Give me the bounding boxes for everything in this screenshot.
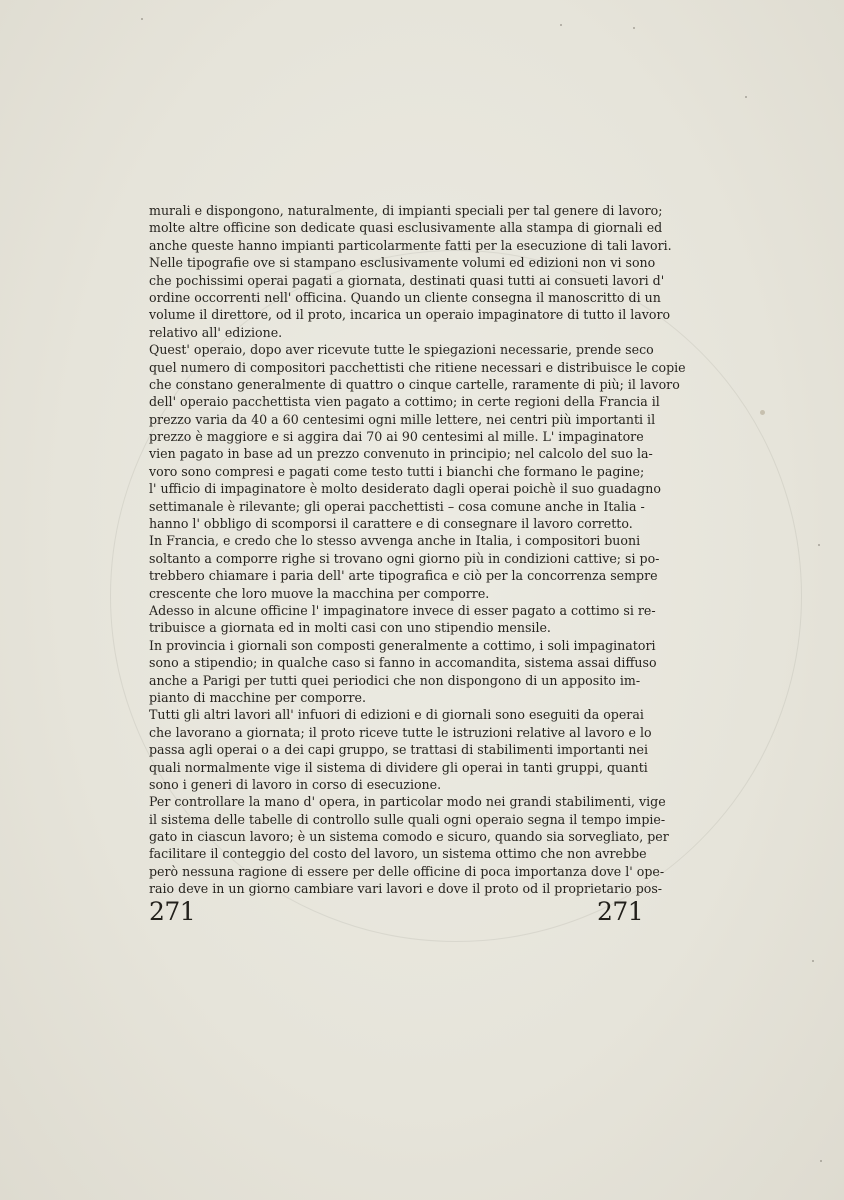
text-line: molte altre officine son dedicate quasi esclusivamente alla stampa di giornali ed (149, 220, 663, 236)
text-line: facilitare il conteggio del costo del lavoro, un sistema ottimo che non avrebbe (149, 846, 647, 862)
dust-speck (812, 960, 814, 962)
text-line: pianto di macchine per comporre. (149, 689, 366, 705)
text-line: trebbero chiamare i paria dell' arte tipografica e ciò per la concorrenza sempre (149, 568, 658, 584)
text-line: che constano generalmente di quattro o cinque cartelle, raramente di più; il lavoro (149, 376, 680, 392)
text-line: In provincia i giornali son composti generalmente a cottimo, i soli impaginatori (149, 637, 656, 653)
text-line: gato in ciascun lavoro; è un sistema comodo e sicuro, quando sia sorvegliato, per (149, 829, 669, 845)
text-line: quali normalmente vige il sistema di dividere gli operai in tanti gruppi, quanti (149, 759, 648, 775)
text-line: il sistema delle tabelle di controllo sulle quali ogni operaio segna il tempo impie- (149, 811, 666, 827)
text-line: anche queste hanno impianti particolarmente fatti per la esecuzione di tali lavori. (149, 237, 672, 253)
dust-speck (820, 1160, 822, 1162)
paragraph-3 (149, 341, 686, 532)
text-line: In Francia, e credo che lo stesso avvenga anche in Italia, i compositori buoni (149, 533, 641, 549)
body-text (149, 202, 686, 898)
dust-speck (560, 24, 562, 26)
text-line: anche a Parigi per tutti quei periodici che non dispongono di un apposito im- (149, 672, 641, 688)
text-line: crescente che loro muove la macchina per comporre. (149, 585, 490, 601)
paragraph-5 (149, 602, 656, 637)
text-line: settimanale è rilevante; gli operai pacchettisti – cosa comune anche in Italia - (149, 498, 645, 514)
text-line: Adesso in alcune officine l' impaginatore invece di esser pagato a cottimo si re- (149, 602, 656, 618)
text-line: ordine occorrenti nell' officina. Quando un cliente consegna il manoscritto di un (149, 289, 661, 305)
text-line: prezzo varia da 40 a 60 centesimi ogni mille lettere, nei centri più importanti il (149, 411, 656, 427)
text-line: Tutti gli altri lavori all' infuori di edizioni e di giornali sono eseguiti da operai (149, 707, 644, 723)
text-line: volume il direttore, od il proto, incarica un operaio impaginatore di tutto il lavoro (149, 307, 671, 323)
page-number-right: 271 (597, 897, 644, 926)
text-line: che lavorano a giornata; il proto riceve tutte le istruzioni relative al lavoro e lo (149, 724, 652, 740)
text-line: relativo all' edizione. (149, 324, 283, 340)
paragraph-4 (149, 532, 660, 602)
text-line: però nessuna ragione di essere per delle officine di poca importanza dove l' ope- (149, 863, 665, 879)
text-line: hanno l' obbligo di scomporsi il carattere e di consegnare il lavoro corretto. (149, 516, 633, 532)
dust-speck (745, 96, 747, 98)
dust-speck (818, 544, 820, 546)
text-line: Per controllare la mano d' opera, in particolar modo nei grandi stabilimenti, vige (149, 794, 666, 810)
text-line: dell' operaio pacchettista vien pagato a cottimo; in certe regioni della Francia il (149, 394, 660, 410)
paragraph-6 (149, 637, 657, 707)
text-line: l' ufficio di impaginatore è molto desiderato dagli operai poichè il suo guadagno (149, 481, 661, 497)
text-line: raio deve in un giorno cambiare vari lavori e dove il proto od il proprietario pos- (149, 881, 663, 897)
page-number-left: 271 (149, 897, 196, 926)
text-line: passa agli operai o a dei capi gruppo, se trattasi di stabilimenti importanti nei (149, 742, 648, 758)
text-line: Nelle tipografie ove si stampano esclusivamente volumi ed edizioni non vi sono (149, 255, 656, 271)
text-line: che pochissimi operai pagati a giornata, destinati quasi tutti ai consueti lavori d' (149, 272, 665, 288)
dust-speck (141, 18, 143, 20)
text-line: soltanto a comporre righe si trovano ogni giorno più in condizioni cattive; si po- (149, 550, 660, 566)
dust-speck (633, 27, 635, 29)
text-line: tribuisce a giornata ed in molti casi con uno stipendio mensile. (149, 620, 551, 636)
dust-speck (760, 410, 765, 415)
text-line: sono i generi di lavoro in corso di esecuzione. (149, 776, 442, 792)
text-line: sono a stipendio; in qualche caso si fanno in accomandita, sistema assai diffuso (149, 655, 657, 671)
text-line: prezzo è maggiore e si aggira dai 70 ai 90 centesimi al mille. L' impaginatore (149, 429, 644, 445)
text-line: Quest' operaio, dopo aver ricevute tutte le spiegazioni necessarie, prende seco (149, 342, 654, 358)
text-line: quel numero di compositori pacchettisti che ritiene necessari e distribuisce le copie (149, 359, 686, 375)
paragraph-2 (149, 254, 671, 341)
text-line: voro sono compresi e pagati come testo tutti i bianchi che formano le pagine; (149, 463, 645, 479)
paragraph-8 (149, 793, 669, 897)
text-line: vien pagato in base ad un prezzo convenuto in principio; nel calcolo del suo la- (149, 446, 653, 462)
paragraph-7 (149, 706, 652, 793)
paragraph-1 (149, 202, 672, 254)
text-line: murali e dispongono, naturalmente, di impianti speciali per tal genere di lavoro; (149, 203, 663, 218)
